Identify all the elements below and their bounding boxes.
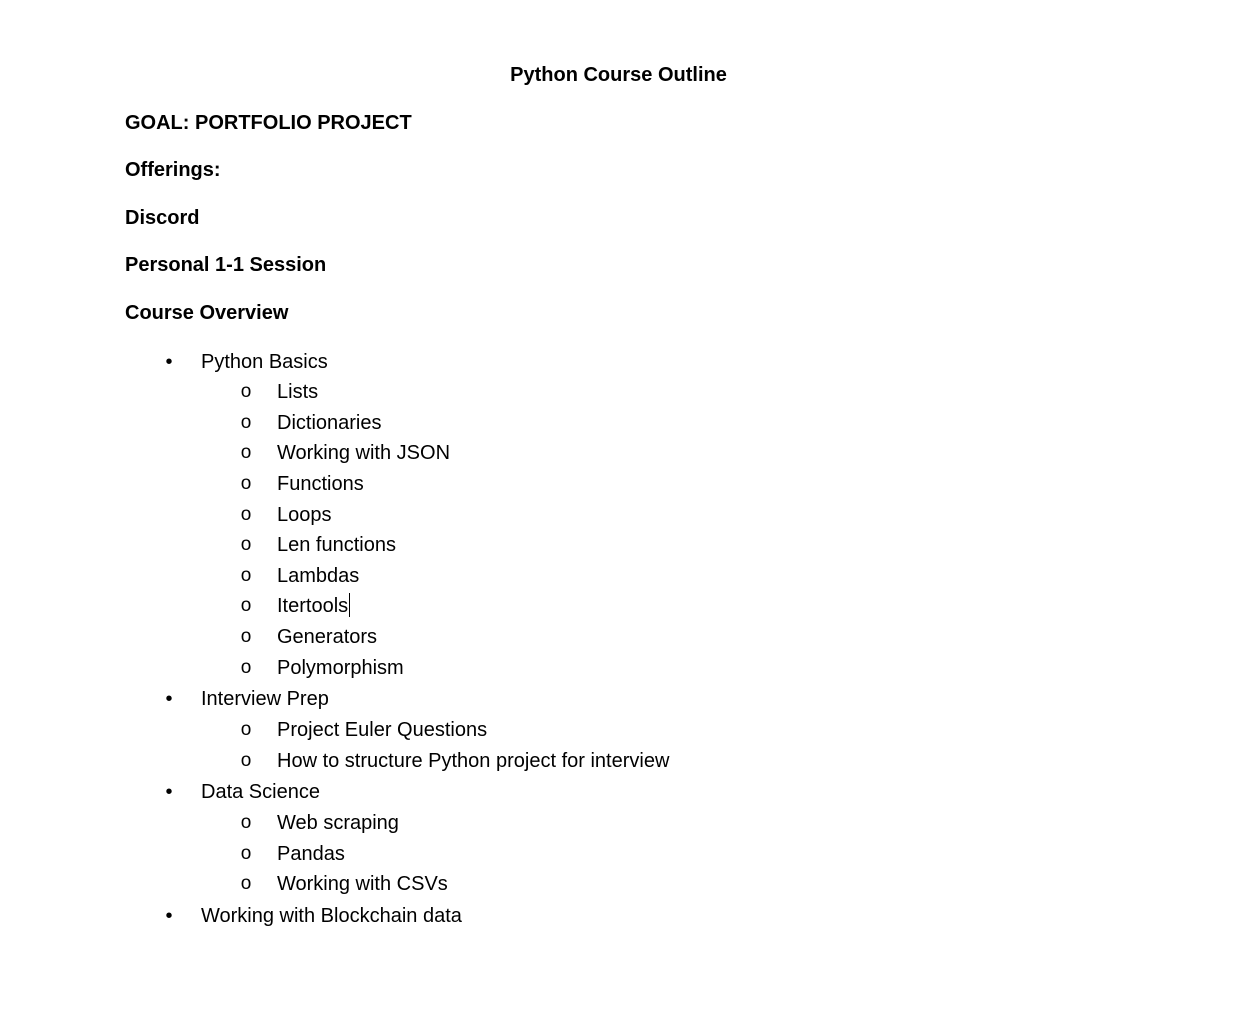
heading-course-overview: Course Overview [125,302,289,324]
subitem-label: Len functions [277,534,396,556]
subitem-with-caret[interactable] [277,592,350,620]
bullet-icon: • [165,688,173,710]
sub-bullet-icon: o [240,719,252,740]
sub-bullet-icon: o [240,595,252,616]
document-title: Python Course Outline [510,64,727,86]
sub-bullet-icon: o [240,473,252,494]
sub-bullet-icon: o [240,504,252,525]
subitem-label: Project Euler Questions [277,719,488,741]
section-label: Data Science [201,781,320,803]
sub-bullet-icon: o [240,843,252,864]
subitem-label: Generators [277,626,378,648]
sub-bullet-icon: o [240,381,252,402]
subitem-label: Working with JSON [277,442,451,464]
subitem-label: Pandas [277,843,345,865]
sub-bullet-icon: o [240,412,252,433]
sub-bullet-icon: o [240,442,252,463]
subitem-label: Working with CSVs [277,873,448,895]
bullet-icon: • [165,351,173,373]
subitem-label: Dictionaries [277,412,382,434]
sub-bullet-icon: o [240,657,252,678]
sub-bullet-icon: o [240,565,252,586]
subitem-label: Functions [277,473,364,495]
subitem-label: Polymorphism [277,657,404,679]
subitem-label: Lambdas [277,565,360,587]
heading-discord: Discord [125,207,200,229]
section-label: Python Basics [201,351,328,373]
heading-personal-session: Personal 1-1 Session [125,254,327,276]
subitem-label: Lists [277,381,319,403]
sub-bullet-icon: o [240,873,252,894]
heading-offerings: Offerings: [125,159,221,181]
subitem-label: Itertools [277,595,349,617]
bullet-icon: • [165,781,173,803]
sub-bullet-icon: o [240,750,252,771]
heading-goal: GOAL: PORTFOLIO PROJECT [125,112,412,134]
subitem-label: How to structure Python project for interview [277,750,670,772]
sub-bullet-icon: o [240,812,252,833]
sub-bullet-icon: o [240,626,252,647]
bullet-icon: • [165,905,173,927]
section-label: Working with Blockchain data [201,905,462,927]
sub-bullet-icon: o [240,534,252,555]
subitem-label: Web scraping [277,812,399,834]
subitem-label: Loops [277,504,332,526]
section-label: Interview Prep [201,688,329,710]
text-cursor [349,593,350,617]
